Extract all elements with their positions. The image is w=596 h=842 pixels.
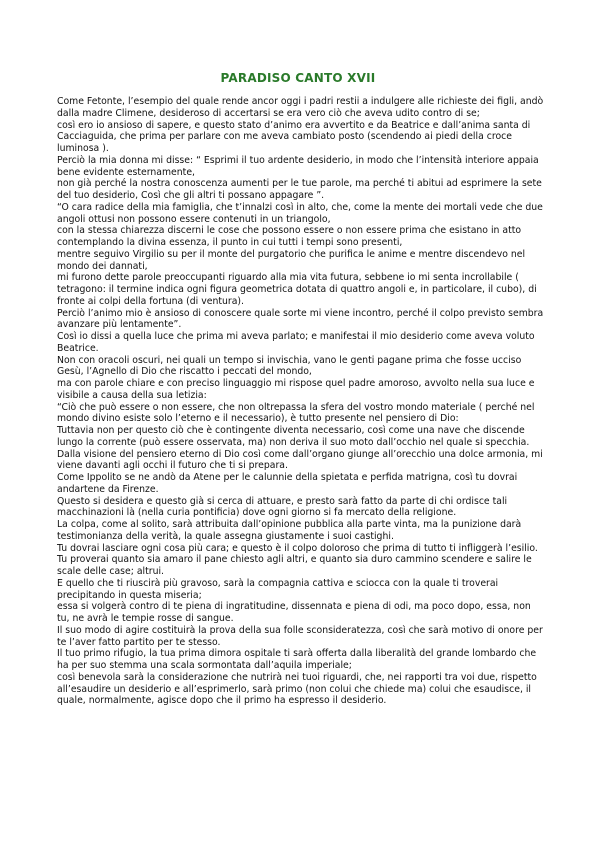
paragraph: Dalla visione del pensiero eterno di Dio così come dall’organo giunge all’orecchio una dolce armonia, mi viene davanti agli occhi il futuro che ti si prepara. bbox=[57, 448, 543, 472]
paragraph: Così io dissi a quella luce che prima mi aveva parlato; e manifestai il mio desiderio come aveva voluto Beatrice. bbox=[57, 331, 535, 354]
paragraph: così ero io ansioso di sapere, e questo stato d’animo era avvertito e da Beatrice e dall’anima santa di Cacciaguida, che prima per parlare con me aveva cambiato posto (scendendo ai piedi della croce luminosa ). bbox=[57, 119, 531, 154]
page-title: PARADISO CANTO XVII bbox=[220, 71, 376, 85]
paragraph: Il suo modo di agire costituirà la prova della sua folle sconsideratezza, così che sarà motivo di onore per te l’aver fatto partito per te stesso. bbox=[57, 624, 543, 648]
paragraph: E quello che ti riuscirà più gravoso, sarà la compagnia cattiva e sciocca con la quale ti troverai precipitando in questa miseria; bbox=[57, 577, 499, 601]
paragraph: Tu proverai quanto sia amaro il pane chiesto agli altri, e quanto sia duro cammino scendere e salire le scale delle case; altrui. bbox=[57, 554, 532, 577]
paragraph: “O cara radice della mia famiglia, che t’innalzi così in alto, che, come la mente dei mortali vede che due angoli ottusi non possono essere contenuti in un triangolo, bbox=[57, 201, 543, 225]
paragraph: essa si volgerà contro di te piena di ingratitudine, dissennata e piena di odi, ma poco dopo, essa, non tu, ne avrà le tempie rosse di sangue. bbox=[57, 601, 531, 624]
body-text bbox=[57, 96, 545, 707]
paragraph: non già perché la nostra conoscenza aumenti per le tue parole, ma perché ti abitui ad esprimere la sete del tuo desiderio, Così che gli altri ti possano appagare ”. bbox=[57, 178, 542, 201]
paragraph: Come Ippolito se ne andò da Atene per le calunnie della spietata e perfida matrigna, così tu dovrai andartene da Firenze. bbox=[57, 472, 518, 495]
paragraph: Questo si desidera e questo già si cerca di attuare, e presto sarà fatto da parte di chi ordisce tali macchinazioni là (nella curia pontificia) dove ogni giorno si fa mercato della religione. bbox=[57, 495, 508, 519]
paragraph: mentre seguivo Virgilio su per il monte del purgatorio che purifica le anime e mentre discendevo nel mondo dei dannati, bbox=[57, 248, 526, 272]
paragraph: “Ciò che può essere o non essere, che non oltrepassa la sfera del vostro mondo materiale ( perché nel mondo divino esiste solo l’eterno e il necessario), è tutto presente nel pensiero di Dio: bbox=[57, 401, 535, 425]
paragraph: Perciò la mia donna mi disse: “ Esprimi il tuo ardente desiderio, in modo che l’intensità interiore appaia bene evidente esternamente, bbox=[57, 154, 539, 178]
paragraph: ma con parole chiare e con preciso linguaggio mi rispose quel padre amoroso, avvolto nella sua luce e visibile a causa della sua letizia: bbox=[57, 378, 535, 401]
paragraph: Non con oracoli oscuri, nei quali un tempo si invischia, vano le genti pagane prima che fosse ucciso Gesù, l’Agnello di Dio che riscatto i peccati del mondo, bbox=[57, 354, 522, 378]
paragraph: con la stessa chiarezza discerni le cose che possono essere o non essere prima che esistano in atto contemplando la divina essenza, il punto in cui tutti i tempi sono presenti, bbox=[57, 225, 522, 248]
paragraph: Perciò l’animo mio è ansioso di conoscere quale sorte mi viene incontro, perché il colpo previsto sembra avanzare più lentamente”. bbox=[57, 307, 544, 331]
paragraph: Tu dovrai lasciare ogni cosa più cara; e questo è il colpo doloroso che prima di tutto ti infliggerà l’esilio. bbox=[57, 542, 538, 554]
paragraph: così benevola sarà la considerazione che nutrirà nei tuoi riguardi, che, nei rapporti tra voi due, rispetto all’esaudire un desiderio e all’esprimerlo, sarà primo (non colui che chiede ma) colui che esaudisce, il quale, normalmente, agisce dopo che il primo ha espresso il desiderio. bbox=[57, 671, 537, 707]
paragraph: Tuttavia non per questo ciò che è contingente diventa necessario, così come una nave che discende lungo la corrente (può essere osservata, ma) non deriva il suo moto dall’occhio nel quale si specchia. bbox=[57, 425, 530, 448]
paragraph: mi furono dette parole preoccupanti riguardo alla mia vita futura, sebbene io mi senta incrollabile ( tetragono: il termine indica ogni figura geometrica dotata di quattro angoli e, in particolare, il cubo), di fronte ai colpi della fortuna (di ventura). bbox=[57, 272, 537, 307]
paragraph: Il tuo primo rifugio, la tua prima dimora ospitale ti sarà offerta dalla liberalità del grande lombardo che ha per suo stemma una scala sormontata dall’aquila imperiale; bbox=[57, 648, 537, 671]
paragraph: La colpa, come al solito, sarà attribuita dall’opinione pubblica alla parte vinta, ma la punizione darà testimonianza della verità, la quale assegna giustamente i suoi castighi. bbox=[57, 519, 522, 542]
paragraph: Come Fetonte, l’esempio del quale rende ancor oggi i padri restii a indulgere alle richieste dei figli, andò dalla madre Climene, desideroso di accertarsi se era vero ciò che aveva udito contro di se; bbox=[57, 96, 544, 119]
